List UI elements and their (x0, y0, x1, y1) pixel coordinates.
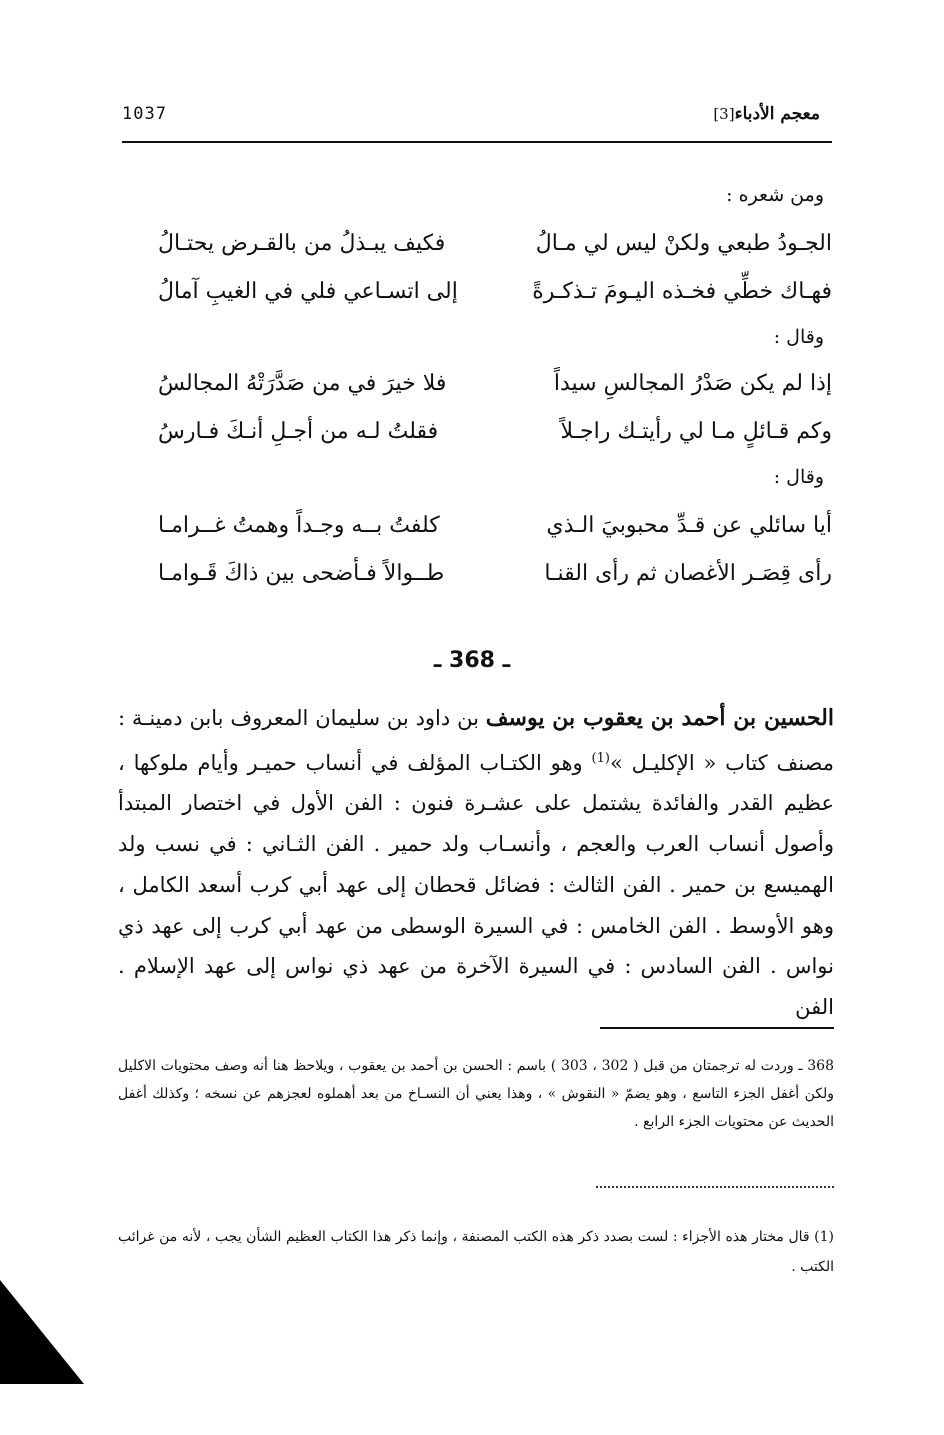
volume-label: [3] (713, 105, 735, 123)
header-rule (122, 141, 832, 143)
verse-first-hemistich: رأى قِصَـر الأغصان ثم رأى القنـا (544, 561, 832, 586)
entry-number: ـ 368 ـ (433, 648, 511, 673)
page-number: 1037 (122, 104, 167, 124)
footnote-rule (600, 1027, 834, 1029)
verse-second-hemistich: فكيف يبـذلُ من بالقـرض يحتـالُ (158, 231, 446, 256)
verse-first-hemistich: وكم قـائلٍ مـا لي رأيتـك راجـلاً (560, 419, 832, 444)
entry-name-bold: الحسين بن أحمد بن يعقوب بن يوسف (485, 705, 834, 731)
footnote-ref[interactable]: (1) (591, 750, 610, 766)
verse-first-hemistich: إذا لم يكن صَدْرُ المجالسِ سيداً (553, 371, 832, 396)
entry-name-rest: بن داود بن سليمان المعروف بابن دمينـة : مصنف كتاب « الإكليـل » (118, 706, 834, 775)
verse-first-hemistich: الجـودُ طبعي ولكنْ ليس لي مـالُ (535, 231, 832, 256)
verse-second-hemistich: كلفتُ بــه وجـداً وهمتُ غــرامـا (158, 513, 440, 538)
verse-second-hemistich: فقلتُ لـه من أجـلِ أنـكَ فـارسُ (158, 419, 439, 444)
verse-line (120, 506, 832, 546)
verse-line (120, 224, 832, 264)
footnote-1: (1) قال مختار هذه الأجزاء : لست بصدد ذكر هذه الكتب المصنفة ، وإنما ذكر هذا الكتاب العظيم الشأن يجب ، لأنه من غرائب الكتب . (118, 1229, 834, 1275)
scan-corner-shadow (0, 1280, 84, 1384)
verse-first-hemistich: فهـاك خطِّي فخـذه اليـومَ تـذكـرةً (532, 279, 832, 304)
poetry-intro-1: ومن شعره : (726, 184, 824, 206)
footnote-dotted-separator (596, 1186, 834, 1188)
poetry-intro-3: وقال : (773, 466, 824, 488)
entry-text: وهو الكتـاب المؤلف في أنساب حميـر وأيام ملوكها ، عظيم القدر والفائدة يشتمل على عشـرة فنون : الفن الأول في اختصار المبتدأ وأصول أنساب العرب والعجم ، وأنسـاب ولد حمير . الفن الثـاني : في نسب ولد الهميسع بن حمير . الفن الثالث : فضائل قحطان إلى عهد أبي كرب أسعد الكامل ، وهو الأوسط . الفن الخامس : في السيرة الوسطى من عهد أبي كرب إلى عهد ذي نواس . الفن السادس : في السيرة الآخرة من عهد ذي نواس إلى عهد الإسلام . الفن (118, 750, 834, 1019)
verse-second-hemistich: طــوالاً فـأضحى بين ذاكَ قَـوامـا (158, 561, 445, 586)
verse-line (120, 412, 832, 452)
poetry-intro-2: وقال : (773, 326, 824, 348)
entry-body (118, 698, 834, 1028)
verse-second-hemistich: إلى اتسـاعي فلي في الغيبِ آمالُ (158, 279, 458, 304)
verse-line (120, 364, 832, 404)
verse-line (120, 554, 832, 594)
footnote-368: 368 ـ وردت له ترجمتان من قبل ( 302 ، 303 ) باسم : الحسن بن أحمد بن يعقوب ، ويلاحظ هنا أنه وصف محتويات الاكليل ولكن أغفل الجزء التاسع ، وهو يضمّ « النقوش » ، وهذا يعني أن النسـاخ من بعد أهملوه لعجزهم عن نسخه ؛ وكذلك أغفل الحديث عن محتويات الجزء الرابع . (118, 1058, 834, 1130)
book-title: معجم الأدباء (734, 104, 820, 124)
running-header-title (713, 104, 820, 124)
verse-line (120, 272, 832, 312)
verse-second-hemistich: فلا خيرَ في من صَدَّرَتْهُ المجالسُ (158, 371, 447, 396)
verse-first-hemistich: أيا سائلي عن قـدِّ محبوبيَ الـذي (546, 513, 832, 538)
